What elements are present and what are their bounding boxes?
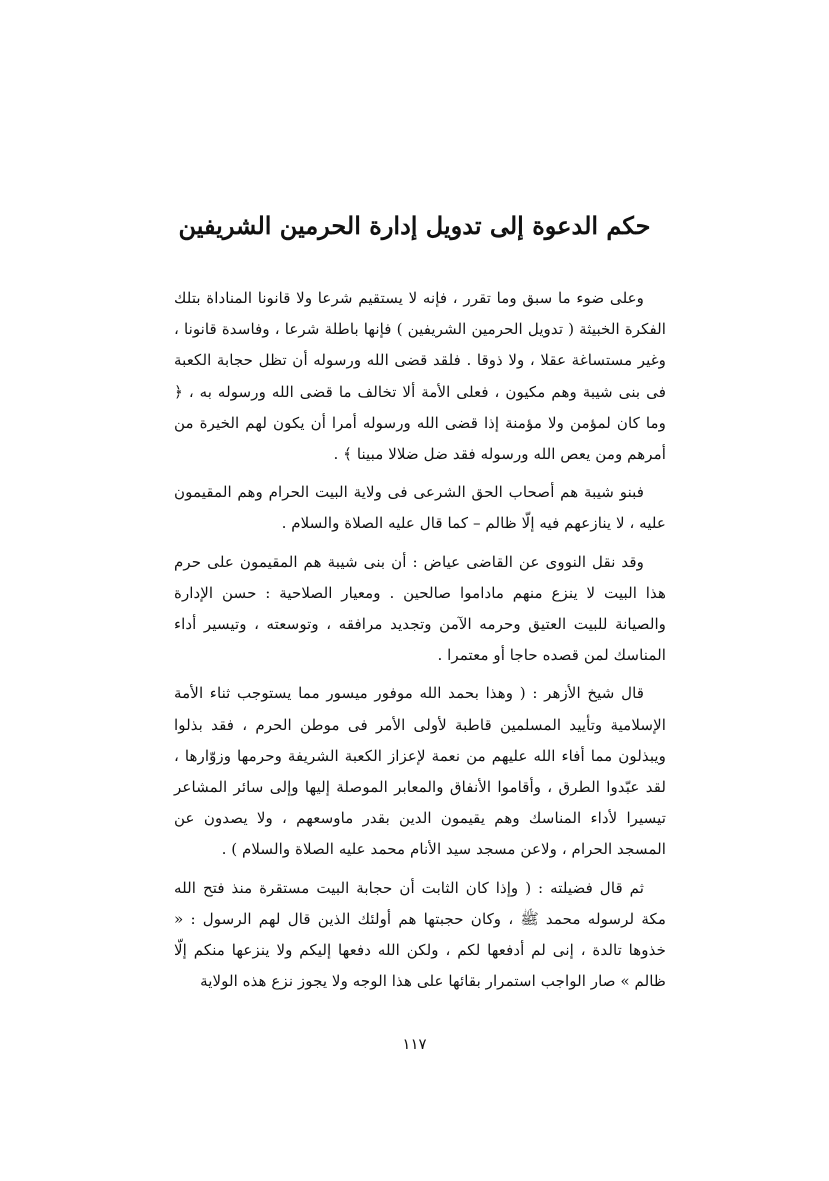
page-number: ١١٧ — [402, 1035, 427, 1053]
paragraph-5: ثم قال فضيلته : ( وإذا كان الثابت أن حجابة البيت مستقرة منذ فتح الله مكة لرسوله محمد ﷺ ، وكان حجبتها هم أولئك الذين قال لهم الرسول : « خذوها تالدة ، إنى لم أدفعها لكم ، ولكن الله دفعها إليكم ولا ينزعها منكم إلّا ظالم » صار الواجب استمرار بقائها على هذا الوجه ولا يجوز نزع هذه الولاية — [174, 878, 666, 991]
paragraph-4: قال شيخ الأزهر : ( وهذا بحمد الله موفور ميسور مما يستوجب ثناء الأمة الإسلامية وتأييد المسلمين قاطبة لأولى الأمر فى موطن الحرم ، فقد بذلوا ويبذلون مما أفاء الله عليهم من نعمة لإعزاز الكعبة الشريفة وحرمها وزوّارها ، لقد عبّدوا الطرق ، وأقاموا الأنفاق والمعابر الموصلة إليها وإلى سائر المشاعر تيسيرا لأداء المناسك وهم يقيمون الدين بقدر ماوسعهم ، ولا يصدون عن المسجد الحرام ، ولاعن مسجد سيد الأنام محمد عليه الصلاة والسلام ) . — [174, 684, 666, 859]
paragraph-3: وقد نقل النووى عن القاضى عياض : أن بنى شيبة هم المقيمون على حرم هذا البيت لا ينزع منهم ماداموا صالحين . ومعيار الصلاحية : حسن الإدارة والصيانة للبيت العتيق وحرمه الآمن وتجديد مرافقه ، وتوسعته ، وتيسير أداء المناسك لمن قصده حاجا أو معتمرا . — [174, 552, 666, 665]
paragraph-2: فبنو شيبة هم أصحاب الحق الشرعى فى ولاية البيت الحرام وهم المقيمون عليه ، لا ينازعهم فيه إلّا ظالم – كما قال عليه الصلاة والسلام . — [174, 483, 666, 533]
paragraph-1: وعلى ضوء ما سبق وما تقرر ، فإنه لا يستقيم شرعا ولا قانونا المناداة بتلك الفكرة الخبيثة ( تدويل الحرمين الشريفين ) فإنها باطلة شرعا ، وفاسدة قانونا ، وغير مستساغة عقلا ، ولا ذوقا . فلقد قضى الله ورسوله أن تظل حجابة الكعبة فى بنى شيبة وهم مكيون ، فعلى الأمة ألا تخالف ما قضى الله ورسوله به ، ﴿ وما كان لمؤمن ولا مؤمنة إذا قضى الله ورسوله أمرا أن يكون لهم الخيرة من أمرهم ومن يعص الله ورسوله فقد ضل ضلالا مبينا ﴾ . — [174, 289, 666, 464]
page-title: حكم الدعوة إلى تدويل إدارة الحرمين الشريفين — [178, 211, 651, 240]
body-text — [174, 283, 666, 1004]
